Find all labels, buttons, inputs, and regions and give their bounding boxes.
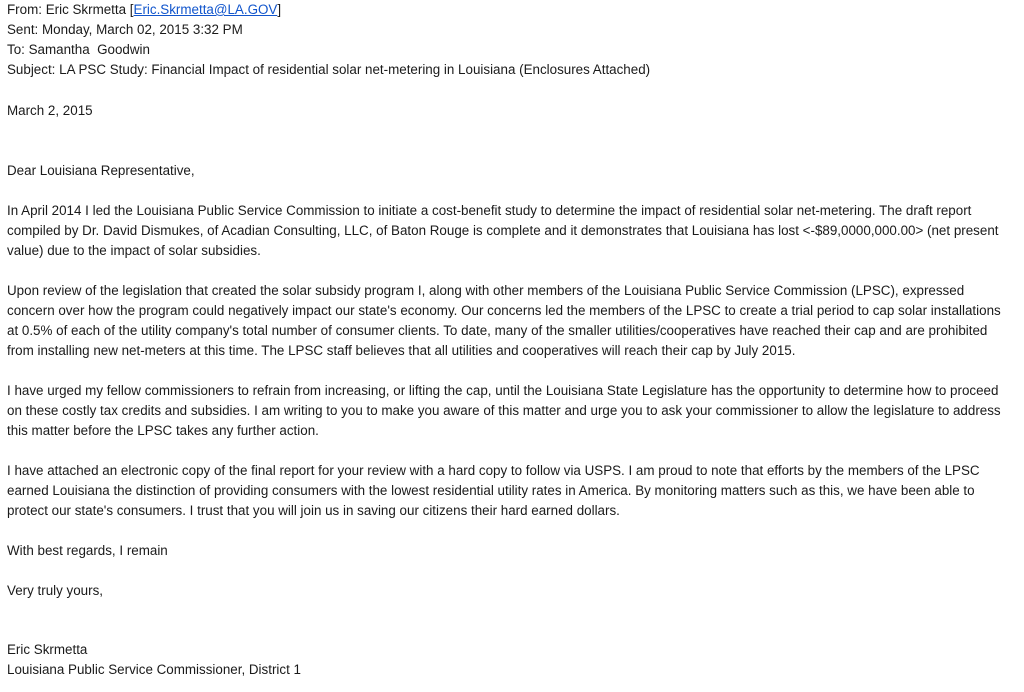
- letter-date: March 2, 2015: [7, 103, 93, 118]
- from-line: From: Eric Skrmetta [Eric.Skrmetta@LA.GOV]: [7, 2, 282, 17]
- paragraph-report: I have attached an electronic copy of the final report for your review with a hard copy to follow via USPS. I am proud to note that efforts by the members of the LPSC earned Louisiana the distinction of providing consumers with the lowest residential utility rates in America. By monitoring matters such as this, we have been able to protect our state's consumers. I trust that you will join us in saving our citizens their hard earned dollars.: [7, 463, 980, 518]
- to-value: Samantha Goodwin: [28, 42, 150, 57]
- sent-line: [7, 20, 1014, 40]
- salutation: Dear Louisiana Representative,: [7, 163, 195, 178]
- paragraph-study: In April 2014 I led the Louisiana Public Service Commission to initiate a cost-benefit study to determine the impact of residential solar net-metering. The draft report compiled by Dr. David Dismukes, of Acadian Consulting, LLC, of Baton Rouge is complete and it demonstrates that Louisiana has lost <-$89,0000,000.00> (net present value) due to the impact of solar subsidies.: [7, 203, 999, 258]
- sent-value: Monday, March 02, 2015 3:32 PM: [42, 22, 243, 37]
- to-label: To:: [7, 42, 25, 57]
- subject-label: Subject:: [7, 62, 56, 77]
- signature-name: Eric Skrmetta: [7, 642, 88, 657]
- sent-label: Sent:: [7, 22, 39, 37]
- to-line: [7, 40, 1014, 60]
- from-email-link[interactable]: Eric.Skrmetta@LA.GOV: [133, 2, 278, 17]
- paragraph-commissioners: I have urged my fellow commissioners to refrain from increasing, or lifting the cap, until the Louisiana State Legislature has the opportunity to determine how to proceed on these costly tax credits and subsidies. I am writing to you to make you aware of this matter and urge you to ask your commissioner to allow the legislature to address this matter before the LPSC takes any further action.: [7, 383, 1001, 438]
- closing-yours: Very truly yours,: [7, 583, 103, 598]
- paragraph-legislation: Upon review of the legislation that created the solar subsidy program I, along with other members of the Louisiana Public Service Commission (LPSC), expressed concern over how the program could negatively impact our state's economy. Our concerns led the members of the LPSC to create a trial period to cap solar installations at 0.5% of each of the utility company's total number of consumer clients. To date, many of the smaller utilities/cooperatives have reached their cap and are prohibited from installing new net-meters at this time. The LPSC staff believes that all utilities and cooperatives will reach their cap by July 2015.: [7, 283, 1001, 358]
- from-label: From:: [7, 2, 42, 17]
- closing-regards: With best regards, I remain: [7, 543, 168, 558]
- from-name: Eric Skrmetta: [45, 2, 127, 17]
- subject-value: LA PSC Study: Financial Impact of residential solar net-metering in Louisiana (Enclosures Attached): [59, 62, 651, 77]
- subject-line: [7, 60, 1014, 80]
- signature-title: Louisiana Public Service Commissioner, District 1: [7, 662, 301, 677]
